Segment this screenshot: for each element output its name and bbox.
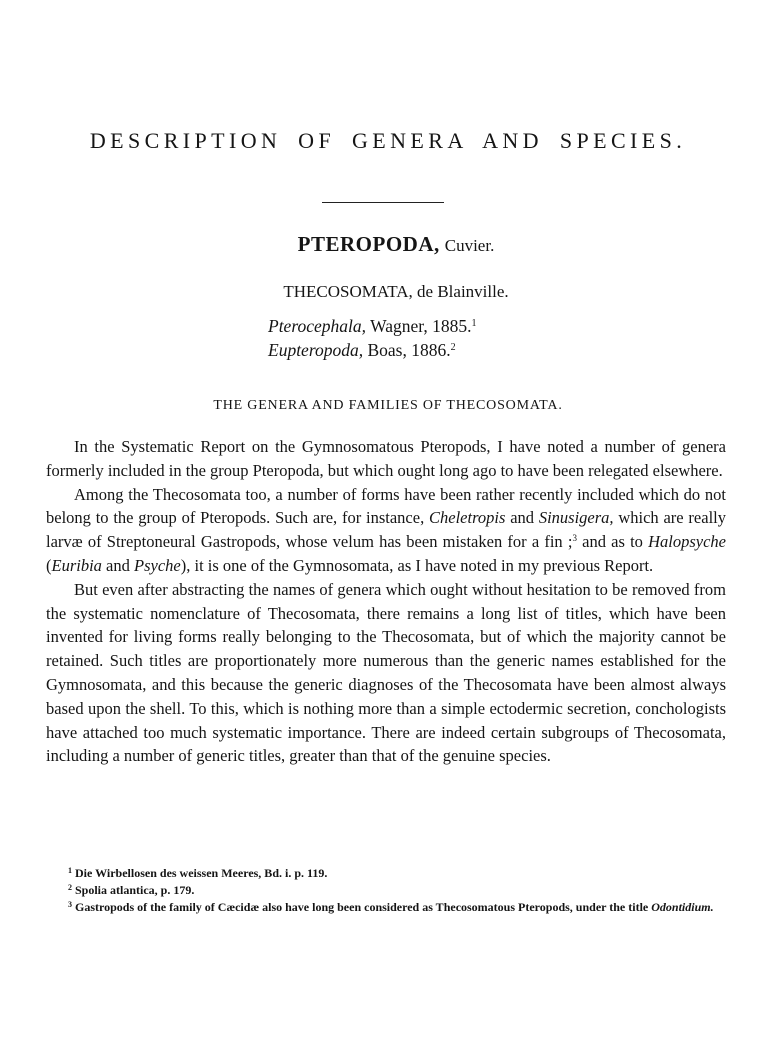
footnote-text: Die Wirbellosen des weissen Meeres, Bd. i. p. 119.	[75, 866, 328, 880]
suborder-heading: THECOSOMATA, de Blainville.	[283, 282, 509, 301]
genus-halopsyche: Halopsyche	[648, 532, 726, 552]
synonym-line	[268, 340, 456, 361]
text-run: and	[101, 555, 134, 575]
footnote-text: Gastropods of the family of Cæcidæ also have long been considered as Thecosomatous Pteropods, under the title	[75, 900, 652, 914]
synonym-name: Eupteropoda,	[268, 340, 364, 360]
paragraph-3: But even after abstracting the names of genera which ought without hesitation to be removed from the systematic nomenclature of Thecosomata, there remains a long list of titles, which have been invented for living forms really belonging to the Thecosomata, but of which the majority cannot be retained. Such titles are proportionately more numerous than the generic names established for the Gymnosomata, and this because the generic diagnoses of the Thecosomata have been almost always based upon the shell. To this, which is nothing more than a simple ectodermic secretion, conchologists have attached too much systematic importance. There are indeed certain subgroups of Thecosomata, including a number of generic titles, greater than that of the genuine species.	[46, 579, 726, 766]
order-name: PTEROPODA,	[297, 232, 440, 256]
footnote-ref[interactable]: 2	[450, 342, 456, 353]
order-author: Cuvier.	[444, 236, 495, 255]
footnote	[46, 882, 726, 899]
section-heading: THE GENERA AND FAMILIES OF THECOSOMATA.	[213, 398, 563, 413]
text-run: (	[46, 555, 52, 575]
paragraph-1: In the Systematic Report on the Gymnosomatous Pteropods, I have noted a number of genera formerly included in the group Pteropoda, but which ought long ago to have been relegated elsewhere.	[46, 437, 726, 480]
text-run: which are really larvæ of Streptoneural Gastropods, whose velum has been mistaken for a fin ;	[46, 508, 726, 552]
order-heading	[0, 232, 776, 257]
footnote-ref[interactable]: 1	[471, 318, 477, 329]
footnote-number: 2	[68, 883, 72, 892]
footnote-number: 1	[68, 866, 72, 875]
title-divider	[322, 202, 444, 203]
footnote	[46, 865, 726, 882]
text-run: and	[505, 508, 539, 528]
body-text	[46, 435, 726, 768]
page-title: DESCRIPTION OF GENERA AND SPECIES.	[89, 128, 687, 153]
footnote-number: 3	[68, 900, 72, 909]
paragraph-2	[46, 483, 726, 578]
synonym-author: Wagner, 1885.	[370, 316, 472, 336]
footnotes	[46, 865, 726, 916]
genus-psyche: Psyche	[134, 555, 181, 575]
genus-euribia: Euribia	[51, 555, 102, 575]
genus-cheletropis: Cheletropis	[429, 508, 506, 528]
footnote	[46, 899, 726, 916]
text-run: Among the Thecosomata too, a number of forms have been rather recently included which do not belong to the group of Pteropods. Such are, for instance,	[46, 484, 726, 528]
genus-sinusigera: Sinusigera,	[538, 508, 614, 528]
synonym-name: Pterocephala,	[268, 316, 367, 336]
text-run: and as to	[576, 532, 649, 552]
footnote-text: Spolia atlantica, p. 179.	[75, 883, 195, 897]
synonym-author: Boas, 1886.	[367, 340, 451, 360]
text-run: ), it is one of the Gymnosomata, as I have noted in my previous Report.	[180, 555, 654, 575]
genus-odontidium: Odontidium.	[651, 900, 714, 914]
synonym-line	[268, 316, 476, 337]
footnote-ref[interactable]: 3	[572, 533, 577, 544]
